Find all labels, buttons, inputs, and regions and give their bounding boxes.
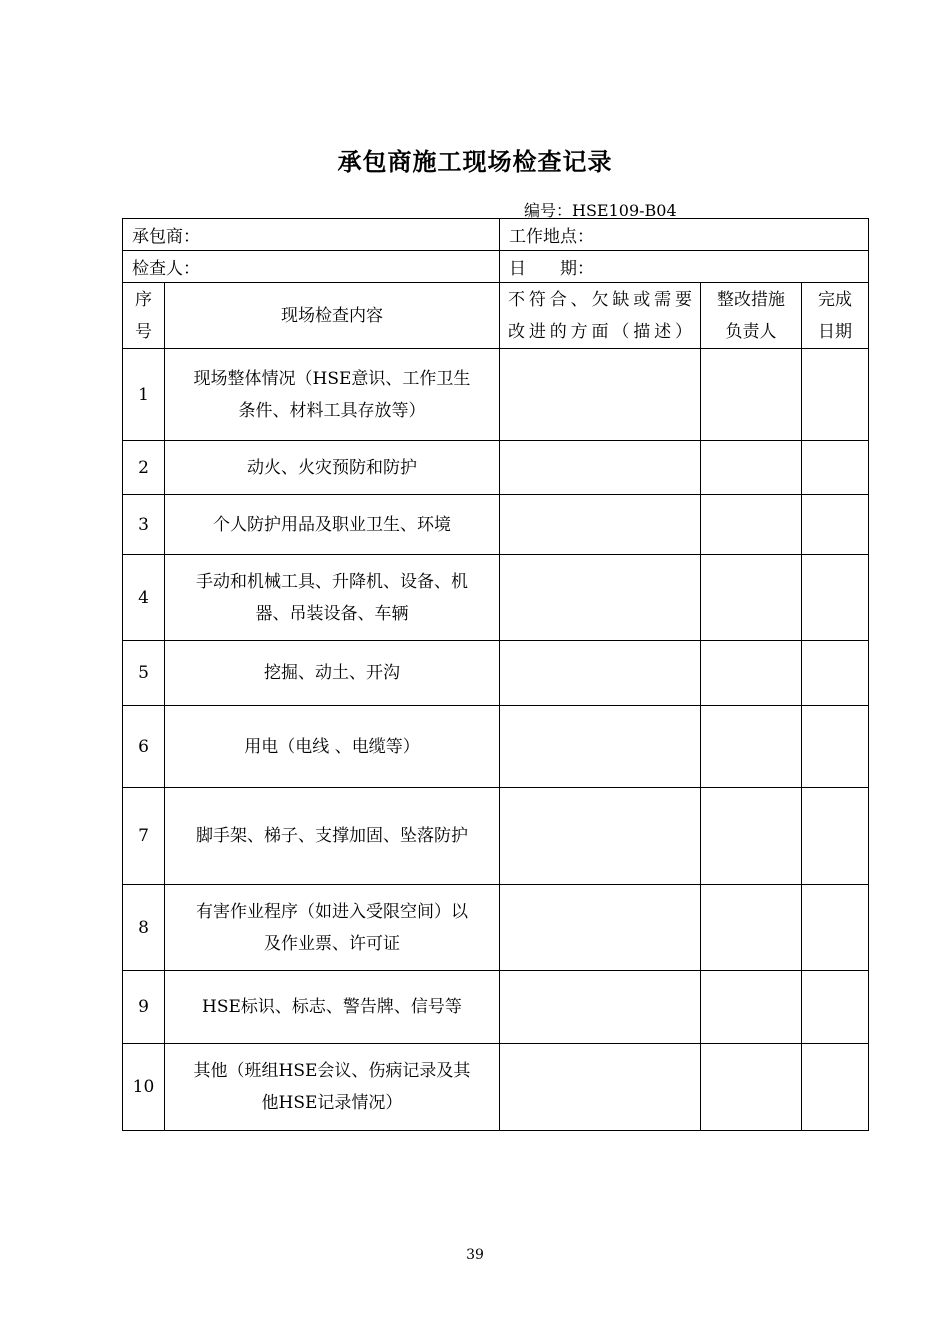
table-row [123, 788, 869, 885]
nonconformity-cell[interactable] [500, 788, 701, 885]
col-header-responsible [701, 283, 802, 349]
col-header-completion-line: 完成 [818, 289, 853, 310]
table-row [123, 706, 869, 788]
check-item [165, 495, 500, 555]
responsible-cell[interactable] [701, 788, 802, 885]
check-item [165, 349, 500, 441]
col-header-content: 现场检查内容 [165, 283, 500, 349]
check-item-line: 手动和机械工具、升降机、设备、机 [196, 571, 468, 592]
check-item-line: 现场整体情况（HSE意识、工作卫生 [193, 368, 471, 389]
responsible-cell[interactable] [701, 495, 802, 555]
check-item-line: 挖掘、动土、开沟 [264, 663, 400, 683]
completion-date-cell[interactable] [802, 706, 869, 788]
nonconformity-cell[interactable] [500, 555, 701, 641]
check-item [165, 971, 500, 1044]
row-number: 5 [123, 641, 165, 706]
responsible-cell[interactable] [701, 349, 802, 441]
nonconformity-cell[interactable] [500, 885, 701, 971]
check-item [165, 788, 500, 885]
check-item [165, 641, 500, 706]
row-number: 4 [123, 555, 165, 641]
check-item-line: 动火、火灾预防和防护 [247, 457, 417, 478]
page-number: 39 [466, 1247, 484, 1263]
nonconformity-cell[interactable] [500, 1044, 701, 1131]
col-header-responsible-line: 负责人 [725, 321, 777, 342]
check-item [165, 1044, 500, 1131]
completion-date-cell[interactable] [802, 441, 869, 495]
check-item-line: 他HSE记录情况） [261, 1093, 403, 1113]
check-item-line: 个人防护用品及职业卫生、环境 [213, 514, 451, 535]
completion-date-cell[interactable] [802, 555, 869, 641]
check-item-line: 用电（电线 、电缆等） [244, 736, 420, 757]
responsible-cell[interactable] [701, 971, 802, 1044]
col-header-completion [802, 283, 869, 349]
completion-date-cell[interactable] [802, 788, 869, 885]
col-header-seq-line: 号 [135, 321, 152, 342]
row-number: 8 [123, 885, 165, 971]
row-number: 9 [123, 971, 165, 1044]
inspection-table [122, 218, 869, 1131]
completion-date-cell[interactable] [802, 885, 869, 971]
nonconformity-cell[interactable] [500, 641, 701, 706]
check-item-line: 条件、材料工具存放等） [238, 400, 426, 421]
table-row [123, 349, 869, 441]
row-number: 2 [123, 441, 165, 495]
inspector-field[interactable] [123, 251, 500, 283]
row-number: 1 [123, 349, 165, 441]
responsible-cell[interactable] [701, 706, 802, 788]
table-row [123, 885, 869, 971]
completion-date-cell[interactable] [802, 349, 869, 441]
check-item [165, 555, 500, 641]
nonconformity-cell[interactable] [500, 441, 701, 495]
check-item [165, 441, 500, 495]
col-header-seq [123, 283, 165, 349]
check-item-line: HSE标识、标志、警告牌、信号等 [202, 997, 462, 1017]
table-row [123, 1044, 869, 1131]
table-row [123, 441, 869, 495]
completion-date-cell[interactable] [802, 641, 869, 706]
work-location-label: 工作地点： [509, 227, 594, 247]
responsible-cell[interactable] [701, 1044, 802, 1131]
nonconformity-cell[interactable] [500, 495, 701, 555]
col-header-responsible-line: 整改措施 [717, 289, 785, 310]
row-number: 6 [123, 706, 165, 788]
check-item-line: 有害作业程序（如进入受限空间）以 [196, 901, 468, 922]
check-item [165, 885, 500, 971]
table-row [123, 495, 869, 555]
check-item-line: 器、吊装设备、车辆 [255, 603, 409, 624]
col-header-nonconformity-line: 不符合、欠缺或需要 [508, 289, 692, 310]
responsible-cell[interactable] [701, 555, 802, 641]
table-row [123, 555, 869, 641]
document-number: 编号：HSE109-B04 [524, 201, 677, 220]
work-location-field[interactable] [500, 219, 869, 251]
row-number: 10 [123, 1044, 165, 1131]
completion-date-cell[interactable] [802, 1044, 869, 1131]
check-item-line: 脚手架、梯子、支撑加固、坠落防护 [196, 826, 468, 846]
responsible-cell[interactable] [701, 441, 802, 495]
column-header-row [123, 283, 869, 349]
col-header-nonconformity-line: 改进的方面（描述） [508, 321, 692, 342]
inspector-label: 检查人： [132, 259, 200, 279]
check-item-line: 及作业票、许可证 [264, 933, 400, 954]
nonconformity-cell[interactable] [500, 349, 701, 441]
table-row [123, 971, 869, 1044]
nonconformity-cell[interactable] [500, 706, 701, 788]
nonconformity-cell[interactable] [500, 971, 701, 1044]
check-item-line: 其他（班组HSE会议、伤病记录及其 [193, 1061, 471, 1081]
col-header-seq-line: 序 [135, 289, 152, 310]
table-row [123, 641, 869, 706]
row-number: 3 [123, 495, 165, 555]
date-field[interactable] [500, 251, 869, 283]
page-title: 承包商施工现场检查记录 [337, 147, 613, 176]
responsible-cell[interactable] [701, 641, 802, 706]
col-header-completion-line: 日期 [818, 321, 853, 342]
completion-date-cell[interactable] [802, 971, 869, 1044]
contractor-field[interactable] [123, 219, 500, 251]
col-header-nonconformity [500, 283, 701, 349]
responsible-cell[interactable] [701, 885, 802, 971]
check-item [165, 706, 500, 788]
row-number: 7 [123, 788, 165, 885]
date-label: 日 期： [509, 259, 594, 279]
completion-date-cell[interactable] [802, 495, 869, 555]
contractor-label: 承包商： [132, 227, 200, 247]
